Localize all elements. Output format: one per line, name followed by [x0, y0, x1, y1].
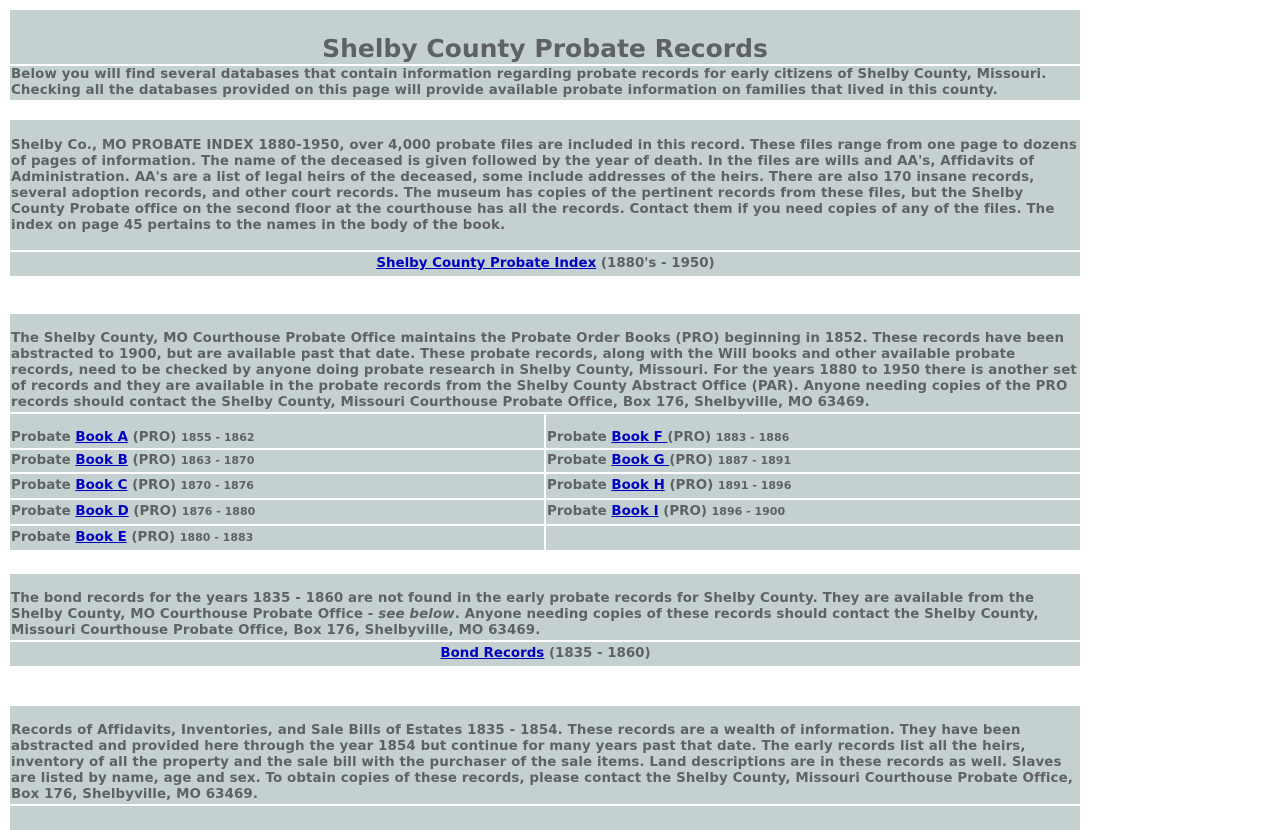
book-g-link[interactable]: Book G [611, 453, 670, 468]
probate-index-description: Shelby Co., MO PROBATE INDEX 1880-1950, over 4,000 probate files are included in this record. These files range from one page to dozens of pages of information. The name of the deceased is given followed by the year of death. In the files are wills and AA's, Affidavits of Administration. AA's are a list of legal heirs of the deceased, some include addresses of the heirs. There are also 170 insane records, several adoption records, and other court records. The museum has copies of the pertinent records from these files, but the Shelby County Probate office on the second floor at the courthouse has all the records. Contact them if you need copies of any of the files. The index on page 45 pertains to the names in the body of the book. [10, 120, 1080, 250]
book-row: Probate Book I (PRO) 1896 - 1900 [546, 500, 1080, 524]
affidavits-link-row [10, 806, 1080, 830]
book-row: Probate Book E (PRO) 1880 - 1883 [10, 526, 544, 550]
book-d-link[interactable]: Book D [75, 504, 129, 519]
title-cell [10, 10, 1080, 64]
book-range: 1855 - 1862 [181, 431, 255, 444]
empty-book-cell [546, 526, 1080, 550]
probate-index-range: (1880's - 1950) [600, 256, 715, 271]
page-content [10, 10, 1080, 830]
book-b-link[interactable]: Book B [75, 453, 128, 468]
probate-index-link[interactable]: Shelby County Probate Index [376, 256, 597, 271]
book-row: Probate Book B (PRO) 1863 - 1870 [10, 450, 544, 472]
book-row: Probate Book D (PRO) 1876 - 1880 [10, 500, 544, 524]
book-row: Probate Book H (PRO) 1891 - 1896 [546, 474, 1080, 498]
book-i-link[interactable]: Book I [611, 504, 659, 519]
page-title: Shelby County Probate Records [322, 34, 768, 63]
bond-records-description: The bond records for the years 1835 - 1860 are not found in the early probate records for Shelby County. They are available from the Shelby County, MO Courthouse Probate Office - see below. Anyone needing copies of these records should contact the Shelby County, Missouri Courthouse Probate Office, Box 176, Shelbyville, MO 63469. [10, 574, 1080, 640]
bond-records-link[interactable]: Bond Records [440, 646, 545, 661]
affidavits-description: Records of Affidavits, Inventories, and Sale Bills of Estates 1835 - 1854. These records are a wealth of information. They have been abstracted and provided here through the year 1854 but continue for many years past that date. The early records list all the heirs, inventory of all the property and the sale bill with the purchaser of the sale items. Land descriptions are in these records as well. Slaves are listed by name, age and sex. To obtain copies of these records, please contact the Shelby County, Missouri Courthouse Probate Office, Box 176, Shelbyville, MO 63469. [10, 706, 1080, 804]
book-e-link[interactable]: Book E [75, 530, 127, 545]
order-books-description: The Shelby County, MO Courthouse Probate Office maintains the Probate Order Books (PRO) beginning in 1852. These records have been abstracted to 1900, but are available past that date. These probate records, along with the Will books and other available probate records, need to be checked by anyone doing probate research in Shelby County, Missouri. For the years 1880 to 1950 there is another set of records and they are available in the probate records from the Shelby County Abstract Office (PAR). Anyone needing copies of the PRO records should contact the Shelby County, Missouri Courthouse Probate Office, Box 176, Shelbyville, MO 63469. [10, 314, 1080, 412]
book-range: 1887 - 1891 [717, 454, 792, 467]
book-h-link[interactable]: Book H [611, 478, 665, 493]
book-range: 1883 - 1886 [715, 431, 790, 444]
bond-records-link-row [10, 642, 1080, 666]
book-range: 1896 - 1900 [711, 505, 786, 518]
book-range: 1880 - 1883 [179, 531, 254, 544]
book-range: 1863 - 1870 [180, 454, 255, 467]
intro-text: Below you will find several databases that contain information regarding probate records for early citizens of Shelby County, Missouri. Checking all the databases provided on this page will provide available probate information on families that lived in this county. [10, 66, 1080, 100]
bond-records-range: (1835 - 1860) [548, 646, 651, 661]
book-f-link[interactable]: Book F [611, 430, 668, 445]
book-row: Probate Book C (PRO) 1870 - 1876 [10, 474, 544, 498]
book-row: Probate Book A (PRO) 1855 - 1862 [10, 414, 544, 448]
book-range: 1876 - 1880 [181, 505, 256, 518]
book-row: Probate Book G (PRO) 1887 - 1891 [546, 450, 1080, 472]
book-range: 1870 - 1876 [180, 479, 254, 492]
probate-books-table [10, 414, 1080, 550]
probate-index-link-row [10, 252, 1080, 276]
book-a-link[interactable]: Book A [75, 430, 128, 445]
book-row: Probate Book F (PRO) 1883 - 1886 [546, 414, 1080, 448]
book-c-link[interactable]: Book C [75, 478, 128, 493]
book-range: 1891 - 1896 [717, 479, 792, 492]
